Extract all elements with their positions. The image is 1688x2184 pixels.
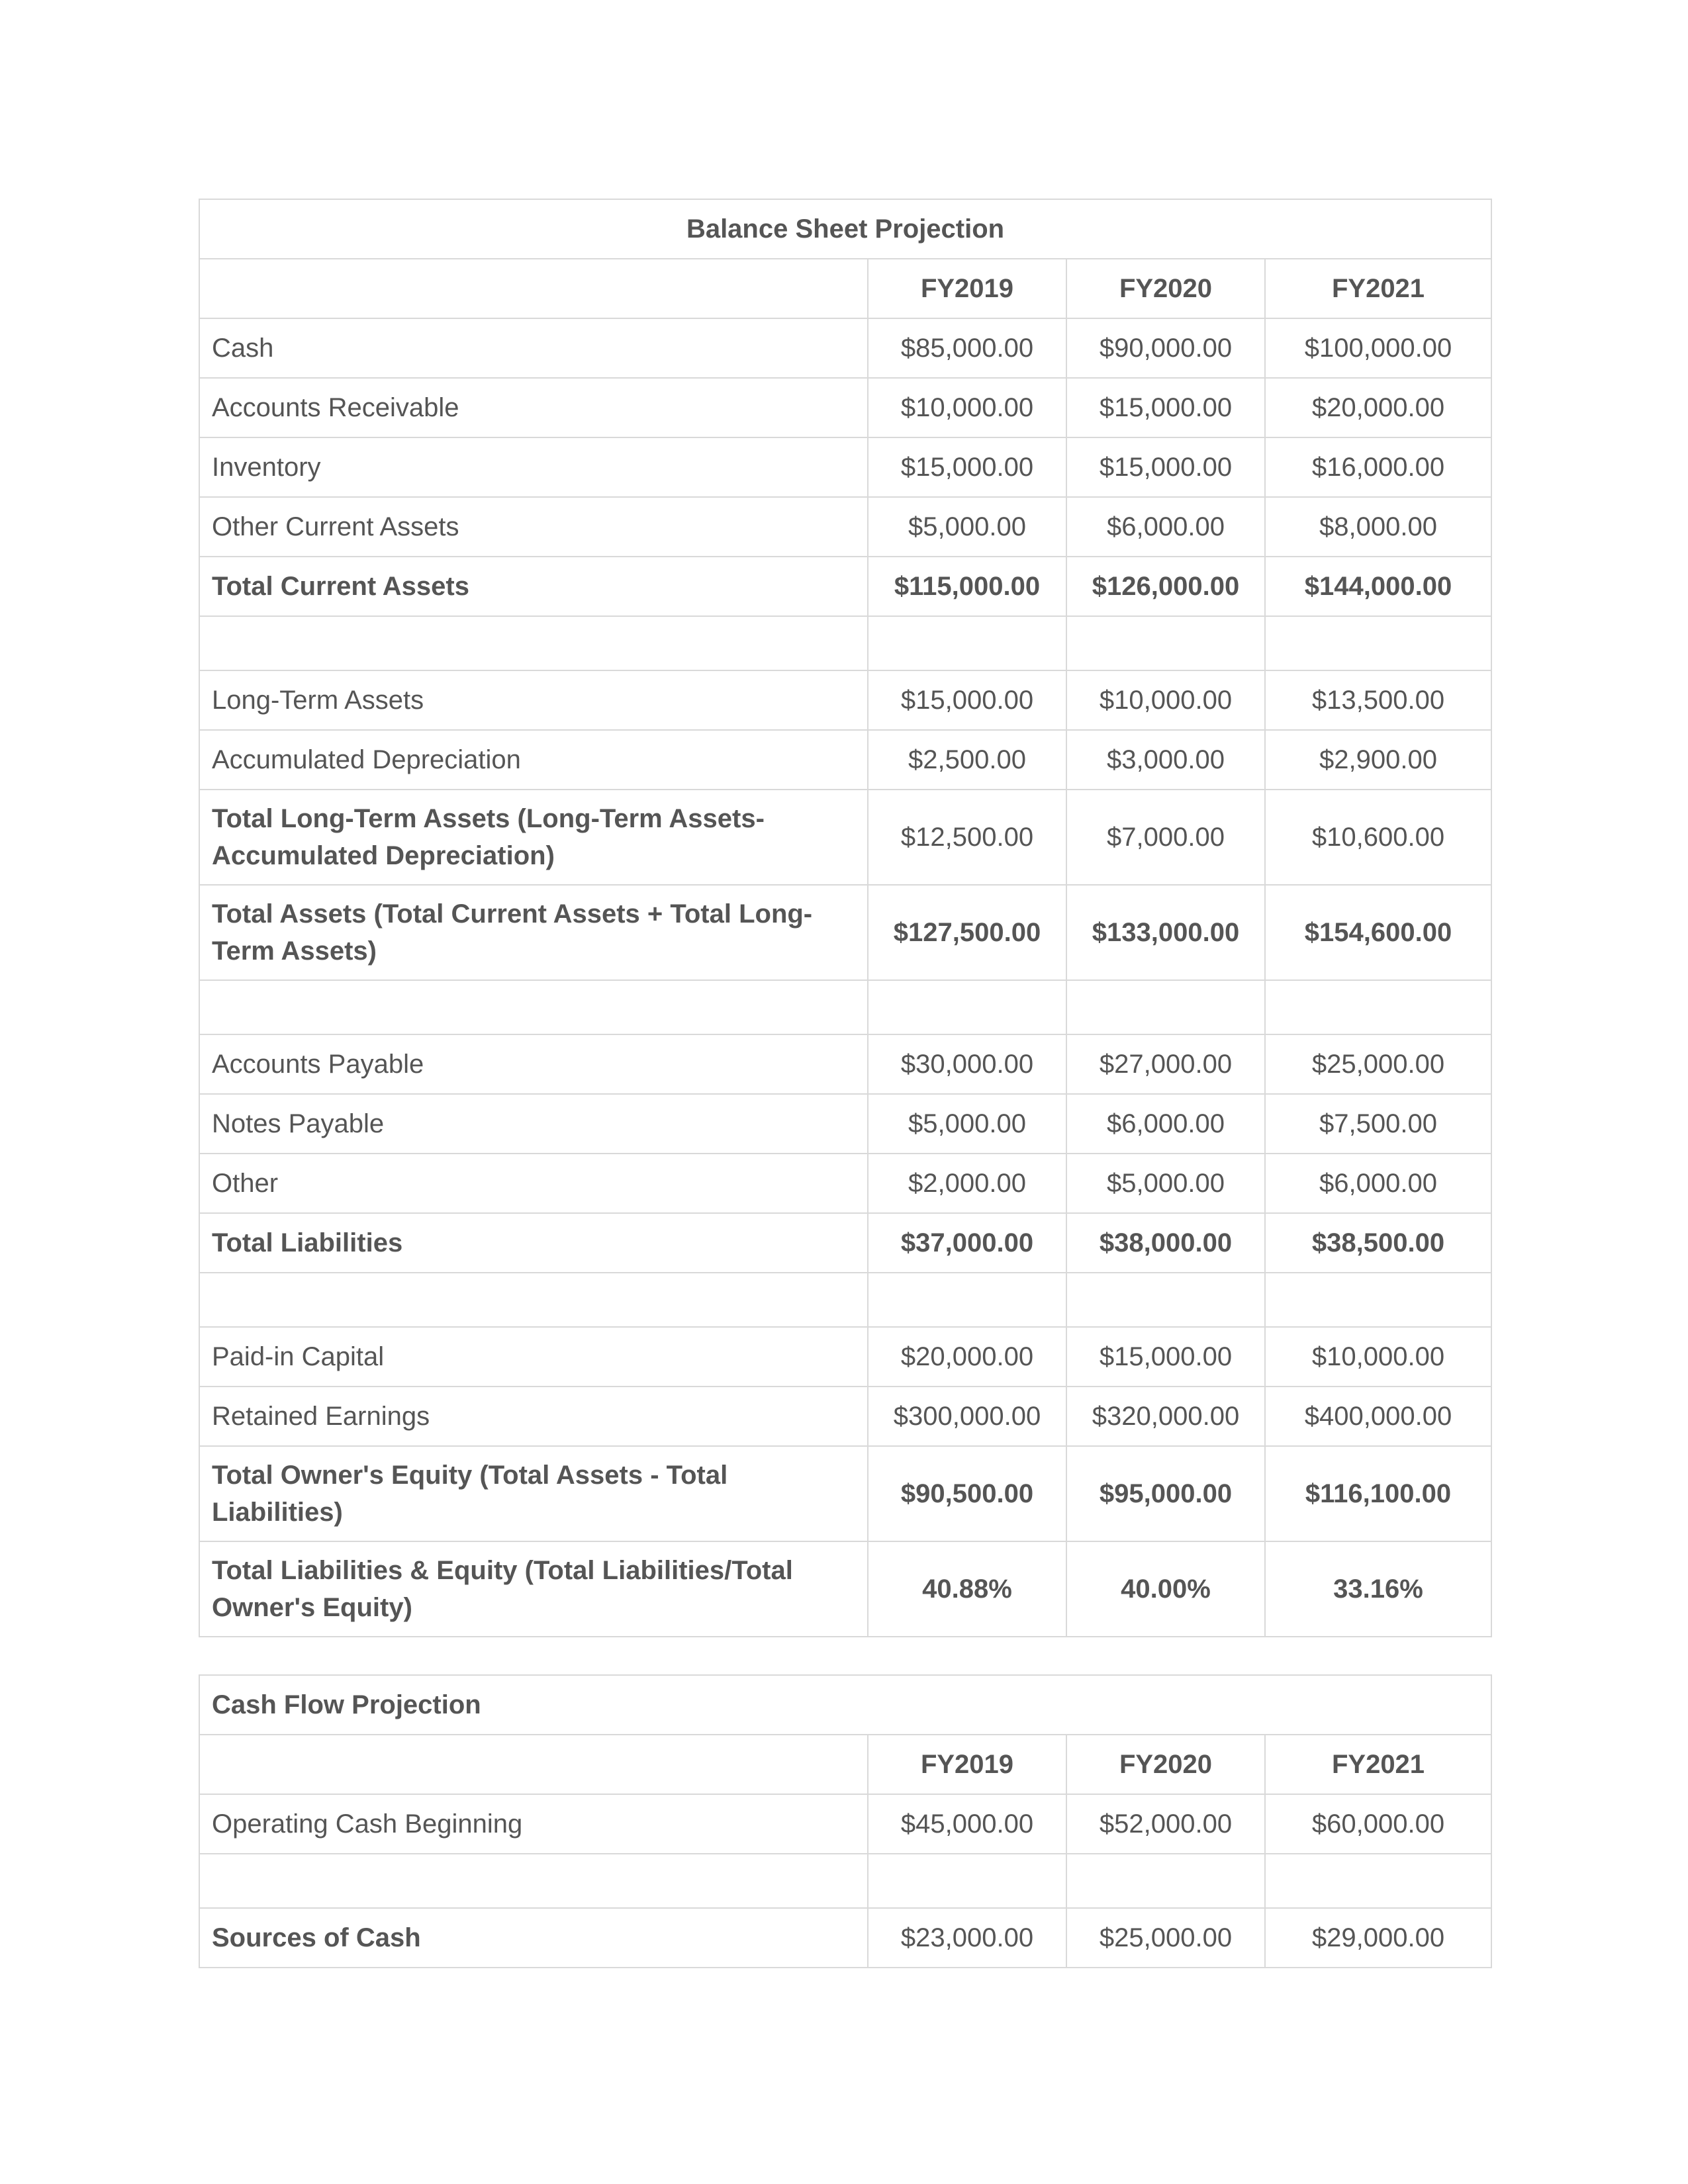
- row-value-cell: $90,000.00: [1066, 318, 1265, 378]
- row-label: [199, 1273, 868, 1327]
- row-value-cell: $45,000.00: [868, 1794, 1066, 1854]
- column-header: FY2021: [1265, 1735, 1491, 1794]
- header-blank-cell: [199, 259, 868, 318]
- row-value-cell: $10,600.00: [1265, 790, 1491, 885]
- row-value-cell: 40.00%: [1066, 1541, 1265, 1637]
- row-value-cell: $144,000.00: [1265, 557, 1491, 616]
- row-label: Total Long-Term Assets (Long-Term Assets-Accumulated Depreciation): [199, 790, 868, 885]
- row-value-cell: $15,000.00: [1066, 1327, 1265, 1387]
- table-row: [199, 885, 1491, 980]
- table-row: [199, 670, 1491, 730]
- table-row: [199, 1908, 1491, 1968]
- row-label: Cash: [199, 318, 868, 378]
- column-header: FY2019: [868, 259, 1066, 318]
- row-value-cell: [1066, 1854, 1265, 1908]
- table-row: [199, 1387, 1491, 1446]
- row-value-cell: $52,000.00: [1066, 1794, 1265, 1854]
- row-label: Paid-in Capital: [199, 1327, 868, 1387]
- row-value-cell: $38,500.00: [1265, 1213, 1491, 1273]
- table-row: [199, 1327, 1491, 1387]
- spacer-row: [199, 1854, 1491, 1908]
- row-value-cell: [868, 616, 1066, 670]
- row-value-cell: $5,000.00: [1066, 1154, 1265, 1213]
- row-value-cell: $15,000.00: [1066, 378, 1265, 437]
- row-value-cell: $2,000.00: [868, 1154, 1066, 1213]
- table-row: [199, 437, 1491, 497]
- row-value-cell: $60,000.00: [1265, 1794, 1491, 1854]
- row-label: Long-Term Assets: [199, 670, 868, 730]
- spacer-row: [199, 1273, 1491, 1327]
- table-row: [199, 730, 1491, 790]
- row-value-cell: $13,500.00: [1265, 670, 1491, 730]
- row-value-cell: $320,000.00: [1066, 1387, 1265, 1446]
- table-row: [199, 557, 1491, 616]
- table-row: [199, 378, 1491, 437]
- row-value-cell: $10,000.00: [1066, 670, 1265, 730]
- table-title-row: [199, 1675, 1491, 1735]
- row-label: Total Owner's Equity (Total Assets - Total Liabilities): [199, 1446, 868, 1541]
- row-value-cell: [868, 1273, 1066, 1327]
- column-header: FY2020: [1066, 259, 1265, 318]
- row-value-cell: [1265, 1854, 1491, 1908]
- row-label: Other: [199, 1154, 868, 1213]
- table-title-row: [199, 199, 1491, 259]
- cash-flow-title: Cash Flow Projection: [199, 1675, 1491, 1735]
- row-value-cell: $3,000.00: [1066, 730, 1265, 790]
- row-value-cell: $7,500.00: [1265, 1094, 1491, 1154]
- row-label: Inventory: [199, 437, 868, 497]
- row-value-cell: $90,500.00: [868, 1446, 1066, 1541]
- row-label: [199, 1854, 868, 1908]
- balance-sheet-title: Balance Sheet Projection: [199, 199, 1491, 259]
- balance-sheet-table: [199, 199, 1492, 1637]
- row-value-cell: $10,000.00: [868, 378, 1066, 437]
- row-value-cell: $127,500.00: [868, 885, 1066, 980]
- row-value-cell: [1265, 616, 1491, 670]
- row-value-cell: $29,000.00: [1265, 1908, 1491, 1968]
- row-value-cell: $5,000.00: [868, 1094, 1066, 1154]
- row-value-cell: 40.88%: [868, 1541, 1066, 1637]
- table-row: [199, 497, 1491, 557]
- row-value-cell: $115,000.00: [868, 557, 1066, 616]
- row-value-cell: [1265, 1273, 1491, 1327]
- row-value-cell: $37,000.00: [868, 1213, 1066, 1273]
- row-value-cell: $15,000.00: [868, 437, 1066, 497]
- column-header: FY2021: [1265, 259, 1491, 318]
- row-value-cell: $20,000.00: [1265, 378, 1491, 437]
- row-value-cell: $2,900.00: [1265, 730, 1491, 790]
- spacer-row: [199, 980, 1491, 1034]
- column-header: FY2020: [1066, 1735, 1265, 1794]
- row-label: Total Assets (Total Current Assets + Total Long-Term Assets): [199, 885, 868, 980]
- row-value-cell: $6,000.00: [1066, 497, 1265, 557]
- row-value-cell: $10,000.00: [1265, 1327, 1491, 1387]
- row-value-cell: [1066, 616, 1265, 670]
- row-label: Accounts Payable: [199, 1034, 868, 1094]
- row-value-cell: $27,000.00: [1066, 1034, 1265, 1094]
- row-value-cell: 33.16%: [1265, 1541, 1491, 1637]
- row-value-cell: $23,000.00: [868, 1908, 1066, 1968]
- row-value-cell: $300,000.00: [868, 1387, 1066, 1446]
- row-label: Notes Payable: [199, 1094, 868, 1154]
- row-value-cell: $12,500.00: [868, 790, 1066, 885]
- year-header-row: [199, 259, 1491, 318]
- row-value-cell: $126,000.00: [1066, 557, 1265, 616]
- row-value-cell: [868, 1854, 1066, 1908]
- row-label: Sources of Cash: [199, 1908, 868, 1968]
- row-value-cell: $30,000.00: [868, 1034, 1066, 1094]
- row-label: Accumulated Depreciation: [199, 730, 868, 790]
- table-row: [199, 1794, 1491, 1854]
- table-row: [199, 1213, 1491, 1273]
- row-value-cell: $95,000.00: [1066, 1446, 1265, 1541]
- row-label: Accounts Receivable: [199, 378, 868, 437]
- cash-flow-table: [199, 1674, 1492, 1968]
- row-value-cell: [1066, 980, 1265, 1034]
- spacer-row: [199, 616, 1491, 670]
- table-row: [199, 1094, 1491, 1154]
- row-label: [199, 980, 868, 1034]
- row-value-cell: $85,000.00: [868, 318, 1066, 378]
- column-header: FY2019: [868, 1735, 1066, 1794]
- row-value-cell: $116,100.00: [1265, 1446, 1491, 1541]
- row-value-cell: $38,000.00: [1066, 1213, 1265, 1273]
- row-value-cell: $25,000.00: [1066, 1908, 1265, 1968]
- row-label: [199, 616, 868, 670]
- table-row: [199, 318, 1491, 378]
- row-value-cell: [1265, 980, 1491, 1034]
- year-header-row: [199, 1735, 1491, 1794]
- row-value-cell: $6,000.00: [1265, 1154, 1491, 1213]
- table-row: [199, 1154, 1491, 1213]
- row-label: Total Liabilities & Equity (Total Liabilities/Total Owner's Equity): [199, 1541, 868, 1637]
- row-value-cell: $154,600.00: [1265, 885, 1491, 980]
- row-value-cell: [868, 980, 1066, 1034]
- row-value-cell: [1066, 1273, 1265, 1327]
- row-label: Total Current Assets: [199, 557, 868, 616]
- row-value-cell: $400,000.00: [1265, 1387, 1491, 1446]
- table-row: [199, 1034, 1491, 1094]
- table-row: [199, 1446, 1491, 1541]
- row-label: Total Liabilities: [199, 1213, 868, 1273]
- row-value-cell: $5,000.00: [868, 497, 1066, 557]
- header-blank-cell: [199, 1735, 868, 1794]
- row-value-cell: $2,500.00: [868, 730, 1066, 790]
- row-label: Operating Cash Beginning: [199, 1794, 868, 1854]
- table-row: [199, 790, 1491, 885]
- row-label: Other Current Assets: [199, 497, 868, 557]
- row-value-cell: $25,000.00: [1265, 1034, 1491, 1094]
- row-value-cell: $6,000.00: [1066, 1094, 1265, 1154]
- row-value-cell: $133,000.00: [1066, 885, 1265, 980]
- row-value-cell: $100,000.00: [1265, 318, 1491, 378]
- row-value-cell: $8,000.00: [1265, 497, 1491, 557]
- cash-flow-body: [199, 1675, 1491, 1968]
- table-row: [199, 1541, 1491, 1637]
- row-value-cell: $16,000.00: [1265, 437, 1491, 497]
- row-value-cell: $15,000.00: [1066, 437, 1265, 497]
- balance-sheet-body: [199, 199, 1491, 1637]
- row-label: Retained Earnings: [199, 1387, 868, 1446]
- row-value-cell: $20,000.00: [868, 1327, 1066, 1387]
- row-value-cell: $7,000.00: [1066, 790, 1265, 885]
- row-value-cell: $15,000.00: [868, 670, 1066, 730]
